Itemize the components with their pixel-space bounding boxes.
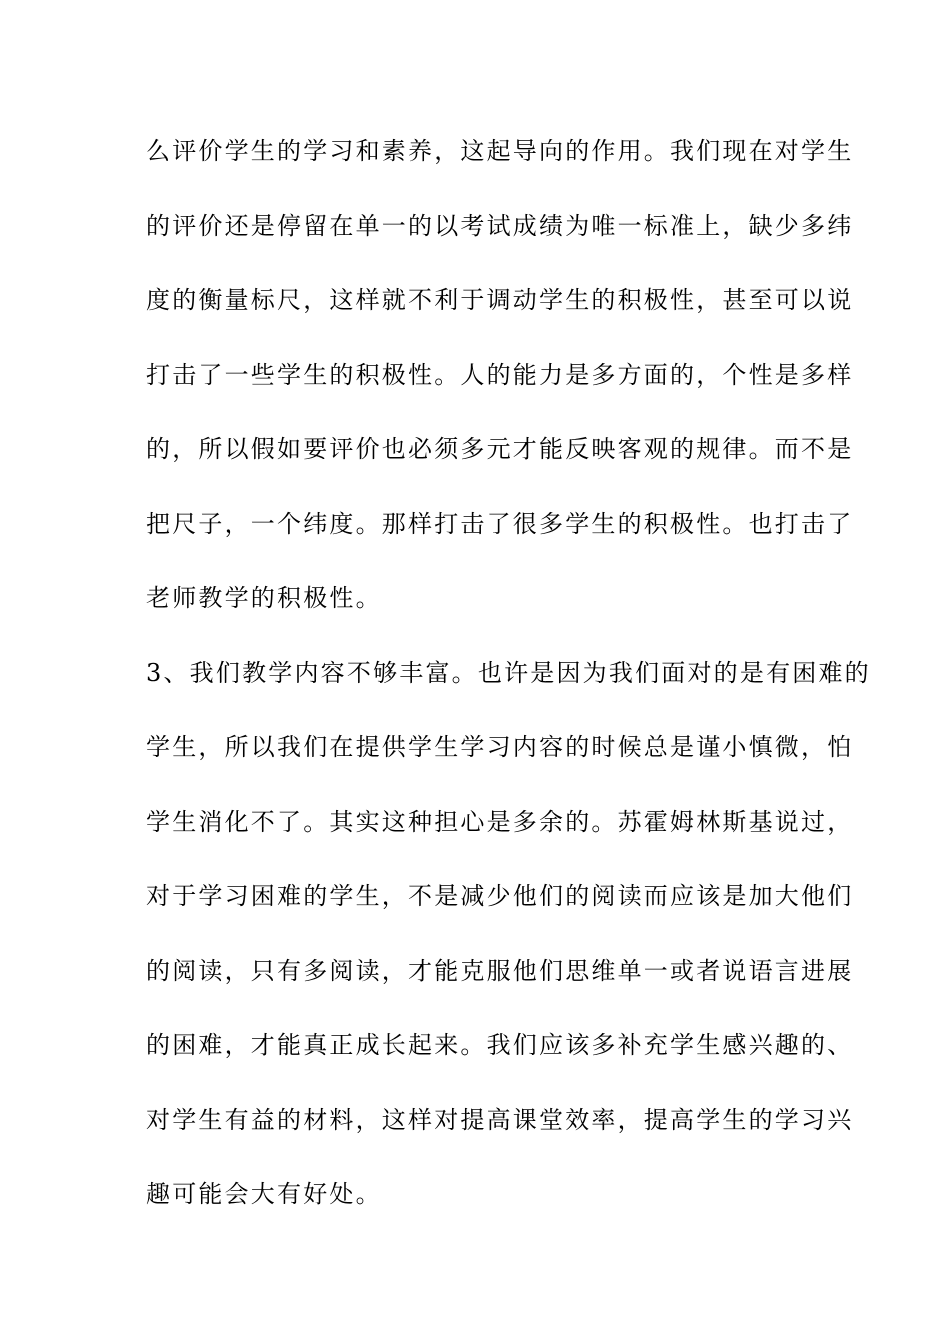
- text-line: 的困难，才能真正成长起来。我们应该多补充学生感兴趣的、: [146, 1031, 854, 1059]
- paragraph-end-line: 老师教学的积极性。: [146, 584, 382, 612]
- text-line: 对于学习困难的学生，不是减少他们的阅读而应该是加大他们: [146, 882, 854, 910]
- text-line: 的评价还是停留在单一的以考试成绩为唯一标准上，缺少多纬: [146, 211, 854, 240]
- text-line: 的阅读，只有多阅读，才能克服他们思维单一或者说语言进展: [146, 956, 854, 985]
- text-line: 么评价学生的学习和素养，这起导向的作用。我们现在对学生: [146, 137, 854, 165]
- text-line: 的，所以假如要评价也必须多元才能反映客观的规律。而不是: [146, 435, 854, 463]
- text-line: 把尺子，一个纬度。那样打击了很多学生的积极性。也打击了: [146, 509, 854, 538]
- text-line: 学生消化不了。其实这种担心是多余的。苏霍姆林斯基说过，: [146, 807, 854, 836]
- text-line: 学生，所以我们在提供学生学习内容的时候总是谨小慎微，怕: [146, 733, 854, 761]
- text-line: 对学生有益的材料，这样对提高课堂效率，提高学生的学习兴: [146, 1105, 854, 1134]
- body-text: [146, 128, 871, 1246]
- numbered-item-line: 3、我们教学内容不够丰富。也许是因为我们面对的是有困难的: [146, 658, 871, 687]
- paragraph-end-line: 趣可能会大有好处。: [146, 1180, 382, 1208]
- text-line: 度的衡量标尺，这样就不利于调动学生的积极性，甚至可以说: [146, 286, 854, 314]
- text-line: 打击了一些学生的积极性。人的能力是多方面的，个性是多样: [146, 360, 854, 389]
